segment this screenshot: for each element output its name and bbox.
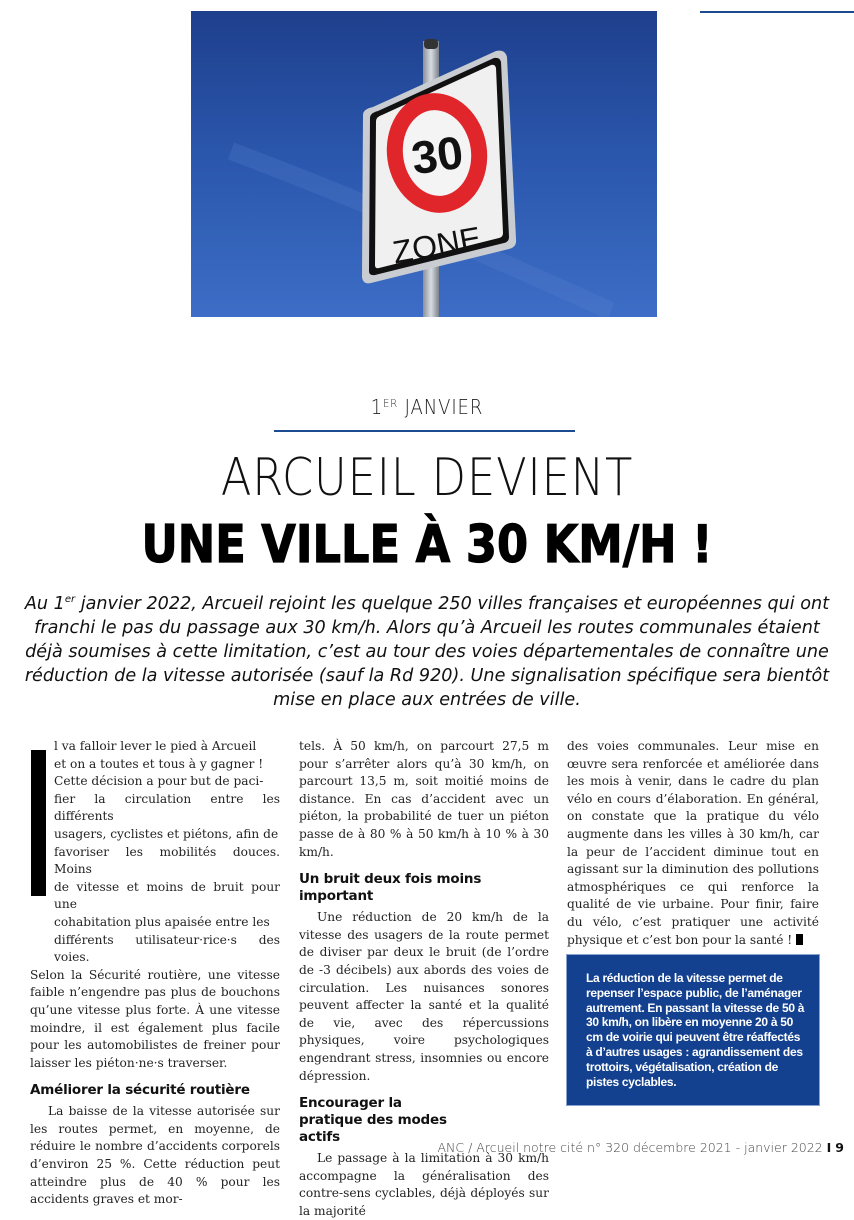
lede-paragraph	[22, 588, 832, 712]
lede-part2: janvier 2022, Arcueil rejoint les quelque 250 villes françaises et européennes qui ont franchi le pas du passage aux 30 km/h. Alors qu’à Arcueil les routes communales étaient déjà soumises à cette limitation, c’est au tour des voies départementales de connaître une réduction de la vitesse autorisée (sauf la Rd 920). Une signalisation spécifique sera bientôt mise en place aux entrées de ville.	[24, 593, 830, 710]
footer-separator: I	[826, 1140, 832, 1155]
kicker-number: 1	[370, 395, 384, 419]
paragraph-bruit: Une réduction de 20 km/h de la vitesse des usagers de la route permet de diviser par deux le bruit (de l’ordre de -3 décibels) aux abords des voies de circulation. Les nuisances sonores peuvent affecter la santé et la qualité de vie, avec des répercussions physiques, voire psychologiques engendrant stress, insomnies ou encore dépression.	[299, 910, 549, 1083]
sign-label: ZONE	[389, 219, 484, 271]
heading-securite: Améliorer la sécurité routière	[30, 1082, 250, 1099]
footer-publication: ANC / Arcueil notre cité n° 320 décembre 2021 - janvier 2022	[437, 1140, 823, 1155]
top-decorative-rule	[700, 11, 854, 13]
title-line-2: UNE VILLE À 30 KM/H !	[141, 515, 713, 575]
kicker-text: JANVIER	[404, 395, 484, 419]
intro-line: Cette décision a pour but de paci-	[54, 774, 264, 789]
article-column-3	[567, 738, 819, 949]
end-of-article-mark	[796, 934, 803, 945]
heading-modes-actifs: Encourager la pratique des modes actifs	[299, 1095, 447, 1146]
paragraph-securite: La baisse de la vitesse autorisée sur les routes permet, en moyenne, de réduire le nombre d’accidents corporels d’environ 25 %. Cette réduction peut atteindre plus de 40 % pour les accidents graves et mor-	[30, 1104, 280, 1207]
intro-line: différents utilisateur·rice·s des voies.	[54, 932, 280, 965]
lede-part1: Au 1	[24, 593, 65, 614]
paragraph-modes-actifs: Le passage à la limitation à 30 km/h accompagne la généralisation des contre-sens cyclables, déjà déployés sur la majorité	[299, 1151, 549, 1218]
paragraph-continued	[567, 738, 819, 949]
heading-bruit: Un bruit deux fois moins important	[299, 871, 482, 905]
intro-line: et on a toutes et tous à y gagner !	[54, 756, 264, 771]
intro-line: cohabitation plus apaisée entre les	[54, 914, 270, 929]
pole-cap	[424, 39, 438, 49]
lede-sup: er	[64, 594, 76, 605]
callout-box	[567, 955, 819, 1105]
paragraph-continued: tels. À 50 km/h, on parcourt 27,5 m pour s’arrêter alors qu’à 30 km/h, on parcourt 13,5 m, soit moitié moins de distance. En cas d’accident avec un piéton, la probabilité de tuer un piéton passe de à 80 % à 50 km/h à 10 % à 30 km/h.	[299, 739, 549, 859]
sign-number: 30	[408, 125, 467, 185]
kicker-rule	[274, 430, 575, 432]
zone-30-sign-illustration	[191, 11, 657, 317]
kicker-sup: ER	[383, 397, 399, 410]
title-line-1: ARCUEIL DEVIENT	[220, 448, 634, 508]
callout-text: La réduction de la vitesse permet de repenser l’espace public, de l’aménager autrement. En passant la vitesse de 50 à 30 km/h, on libère en moyenne 20 à 50 cm de voirie qui peuvent être réaffectés à d’autres usages : agrandissement des trottoirs, végétalisation, création de pistes cyclables.	[586, 971, 805, 1089]
page-footer	[438, 1140, 845, 1155]
paragraph-text: des voies communales. Leur mise en œuvre sera renforcée et améliorée dans les mois à venir, dans le cadre du plan vélo en cours d’élaboration. En général, on constate que la pratique du vélo augmente dans les villes à 30 km/h, car la peur de l’accident diminue tout en agissant sur la diminution des pollutions atmosphériques ce qui renforce la qualité de vie urbaine. Pour finir, faire du vélo, c’est pratiquer une activité physique et c’est bon pour la santé !	[567, 739, 819, 947]
intro-line: usagers, cyclistes et piétons, afin de	[54, 826, 279, 841]
zone-30-photo	[191, 11, 657, 317]
page-number: 9	[835, 1140, 844, 1155]
intro-line: l va falloir lever le pied à Arcueil	[54, 739, 257, 753]
intro-paragraph-rest: Selon la Sécurité routière, une vitesse faible n’engendre pas plus de bouchons qu’une vitesse plus forte. À une vitesse moindre, il est également plus facile pour les automobilistes de freiner pour laisser les piéton·ne·s traverser.	[30, 967, 280, 1070]
intro-line: de vitesse et moins de bruit pour une	[54, 879, 280, 912]
article-column-1	[30, 738, 280, 1209]
intro-line: favoriser les mobilités douces. Moins	[54, 844, 280, 877]
intro-line: fier la circulation entre les différents	[54, 791, 280, 824]
intro-lines	[54, 738, 280, 967]
kicker	[43, 395, 812, 419]
